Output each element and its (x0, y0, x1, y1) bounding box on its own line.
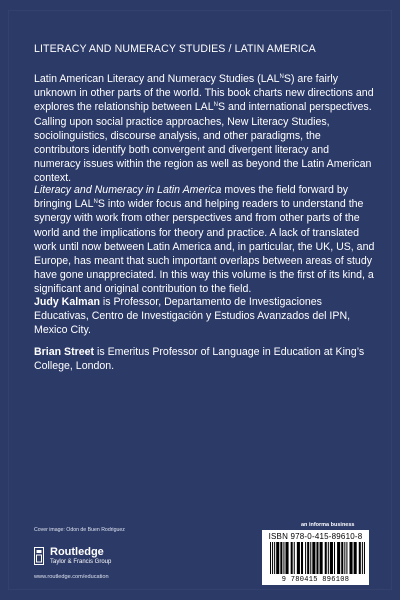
barcode-bar (334, 542, 335, 574)
barcode-bar (301, 542, 303, 574)
informa-tagline: an informa business (301, 522, 355, 528)
barcode-bar (294, 542, 295, 574)
publisher-group: Taylor & Francis Group (50, 559, 112, 565)
publisher-name: Routledge (50, 546, 104, 558)
barcode-bar (312, 542, 315, 574)
barcode-bar (276, 542, 279, 574)
barcode-bar (354, 542, 357, 574)
description-text-a: Latin American Literacy and Numeracy Studies (LAL (34, 73, 280, 85)
barcode-bar (280, 542, 282, 574)
barcode-bar (328, 542, 329, 574)
description-text-c: S and international perspectives. Calling upon social practice approaches, New Literacy Studies, sociolinguistics, discourse analysis, and other paradigms, the contributors identify both convergent and divergent literacy and numeracy issues within the region as well as beyond the Latin American context. (34, 101, 372, 185)
barcode-bar (349, 542, 352, 574)
barcode-bar (364, 542, 365, 574)
editor-bio-kalman (34, 295, 376, 338)
publisher-url: www.routledge.com/education (34, 574, 109, 580)
barcode-bar (316, 542, 318, 574)
summary-sup: N (93, 199, 98, 206)
barcode-bar (310, 542, 311, 574)
barcode-bar (297, 542, 300, 574)
barcode-bar (344, 542, 345, 574)
editor-name: Brian Street (34, 346, 95, 358)
barcode-bar (337, 542, 340, 574)
ean-digits: 9 780415 896108 (281, 576, 350, 584)
description-sup-2: N (213, 102, 218, 109)
cover-image-credit: Cover image: Odon de Buen Rodriguez (34, 527, 125, 533)
barcode-bar (283, 542, 284, 574)
subject-category: LITERACY AND NUMERACY STUDIES / LATIN AMERICA (34, 43, 316, 55)
barcode-bars (270, 542, 366, 574)
barcode-bar (270, 542, 271, 574)
isbn-barcode (262, 530, 369, 585)
publisher-logo (34, 545, 144, 569)
summary-text-a: moves the field forward by bringing LAL (34, 184, 349, 211)
description-sup: N (279, 74, 284, 80)
summary-paragraph (34, 183, 376, 297)
book-title-italic: Literacy and Numeracy in Latin America (34, 184, 222, 196)
barcode-bar (307, 542, 309, 574)
editor-name: Judy Kalman (34, 296, 100, 308)
barcode-bar (305, 542, 306, 574)
barcode-bar (359, 542, 361, 574)
barcode-bar (362, 542, 363, 574)
barcode-bar (272, 542, 273, 574)
barcode-bar (320, 542, 323, 574)
routledge-tower-icon (34, 547, 44, 565)
barcode-bar (285, 542, 288, 574)
barcode-bar (341, 542, 343, 574)
editor-bio-text: is Emeritus Professor of Language in Education at King’s College, London. (34, 346, 365, 373)
barcode-bar (325, 542, 327, 574)
editor-bio-text: is Professor, Departamento de Investigaciones Educativas, Centro de Investigación y Estudios Avanzados del IPN, Mexico City. (34, 296, 351, 337)
barcode-bar (291, 542, 293, 574)
barcode-bar (274, 542, 275, 574)
barcode-bar (346, 542, 347, 574)
barcode-bar (330, 542, 333, 574)
description-text-b: S) are fairly unknown in other parts of the world. This book charts new directions and explores the relationship between LAL (34, 73, 374, 114)
editor-bio-street (34, 345, 376, 373)
description-paragraph (34, 72, 376, 186)
isbn-number: ISBN 978-0-415-89610-8 (268, 532, 363, 541)
summary-text-b: S into wider focus and helping readers to understand the synergy with work from other perspectives and from other parts of the world and the implications for theory and practice. A lack of translated work until now between Latin America and, in particular, the UK, US, and Europe, has meant that such important overlaps between areas of study have gone unappreciated. In this way this volume is the first of its kind, a significant and original contribution to the field. (34, 198, 375, 296)
